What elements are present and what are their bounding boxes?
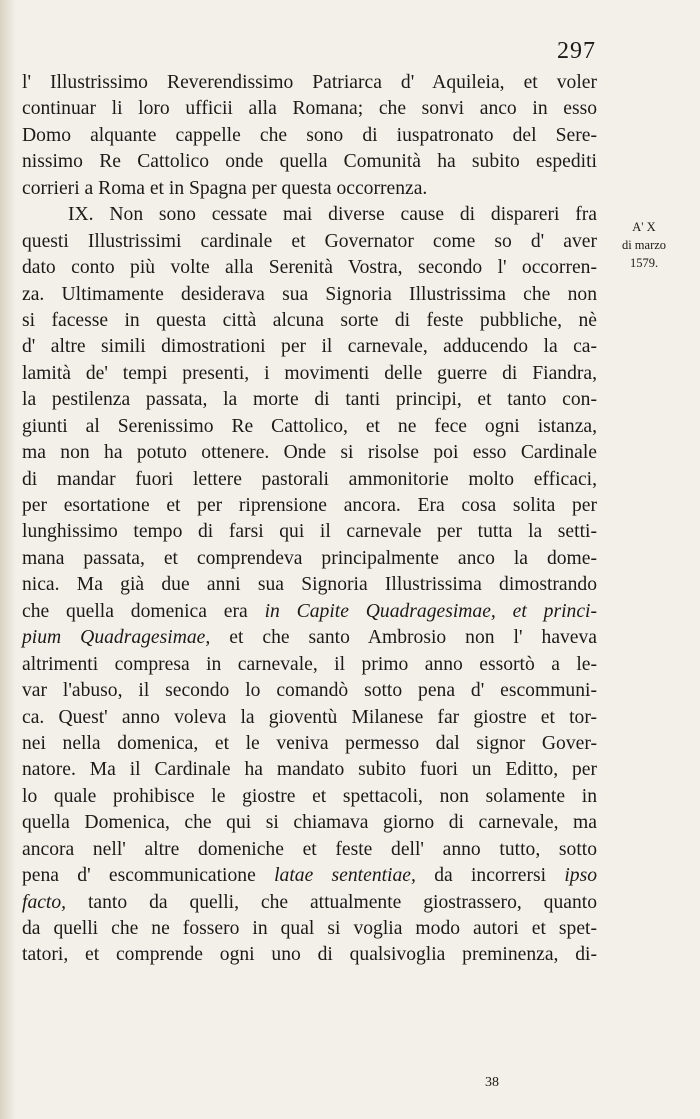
text-line: dato conto più volte alla Serenità Vostra, secondo l' occorren- bbox=[22, 257, 597, 279]
margin-note-line: 1579. bbox=[629, 256, 659, 270]
text-line: ma non ha potuto ottenere. Onde si risolse poi esso Cardinale bbox=[22, 442, 597, 464]
text-line: tatori, et comprende ogni uno di qualsivoglia preminenza, di- bbox=[22, 944, 597, 966]
text-run: et che santo Ambrosio non l' haveva bbox=[229, 627, 597, 649]
text-line: corrieri a Roma et in Spagna per questa occorrenza. bbox=[22, 177, 428, 199]
text-run: pena d' escommunicatione bbox=[22, 865, 256, 887]
italic-phrase: latae sententiae, bbox=[274, 865, 416, 887]
text-line: l' Illustrissimo Reverendissimo Patriarca d' Aquileia, et voler bbox=[22, 72, 597, 93]
text-line: per esortatione et per riprensione ancora. Era cosa solita per bbox=[22, 495, 597, 516]
text-line: ancora nell' altre domeniche et feste dell' anno tutto, sotto bbox=[22, 838, 597, 860]
text-line: da quelli che ne fossero in qual si voglia modo autori et spet- bbox=[22, 918, 597, 939]
text-line: d' altre simili dimostrationi per il carnevale, adducendo la ca- bbox=[22, 336, 597, 358]
section-heading-line: IX. Non sono cessate mai diverse cause di dispareri fra bbox=[68, 204, 597, 226]
text-line: questi Illustrissimi cardinale et Governator come so d' aver bbox=[22, 230, 597, 252]
text-line: lunghissimo tempo di farsi qui il carnevale per tutta la setti- bbox=[22, 521, 597, 543]
text-line: mana passata, et comprendeva principalmente anco la dome- bbox=[22, 547, 597, 569]
text-line: nica. Ma già due anni sua Signoria Illustrissima dimostrando bbox=[22, 574, 597, 596]
book-spine-shadow bbox=[0, 0, 16, 1119]
text-line bbox=[22, 863, 597, 889]
italic-phrase: in Capite Quadragesimae, et princi- bbox=[264, 600, 597, 622]
text-run: che quella domenica era bbox=[22, 600, 248, 622]
text-line: giunti al Serenissimo Re Cattolico, et ne fece ogni istanza, bbox=[22, 415, 597, 437]
text-line: nissimo Re Cattolico onde quella Comunità ha subito espediti bbox=[22, 151, 597, 173]
margin-note-line: di marzo bbox=[621, 238, 667, 252]
text-line: quella Domenica, che qui si chiamava giorno di carnevale, ma bbox=[22, 812, 597, 834]
text-line: si facesse in questa città alcuna sorte di feste pubbliche, nè bbox=[22, 309, 597, 331]
text-line: natore. Ma il Cardinale ha mandato subito fuori un Editto, per bbox=[22, 759, 597, 781]
margin-note-line: A' X bbox=[632, 220, 656, 234]
body-text bbox=[22, 70, 597, 969]
text-line: lo quale prohibisce le giostre et spettacoli, non solamente in bbox=[22, 785, 597, 807]
text-line: nei nella domenica, et le veniva permesso dal signor Gover- bbox=[22, 732, 597, 754]
text-line: altrimenti compresa in carnevale, il primo anno essortò a le- bbox=[22, 653, 597, 675]
text-line: za. Ultimamente desiderava sua Signoria Illustrissima che non bbox=[22, 283, 597, 305]
text-line: ca. Quest' anno voleva la gioventù Milanese far giostre et tor- bbox=[22, 706, 597, 728]
text-line: Domo alquante cappelle che sono di iuspatronato del Sere- bbox=[22, 124, 597, 146]
text-line bbox=[22, 599, 597, 625]
text-line: la pestilenza passata, la morte di tanti principi, et tanto con- bbox=[22, 389, 597, 411]
text-line: di mandar fuori lettere pastorali ammonitorie molto efficaci, bbox=[22, 468, 597, 490]
italic-phrase: ipso bbox=[564, 865, 598, 887]
italic-phrase: facto, bbox=[22, 891, 67, 913]
text-line: var l'abuso, il secondo lo comandò sotto pena d' escommuni- bbox=[22, 680, 597, 702]
margin-date-note bbox=[604, 218, 684, 272]
text-line: continuar li loro ufficii alla Romana; che sonvi anco in esso bbox=[22, 98, 597, 120]
text-run: tanto da quelli, che attualmente giostrassero, quanto bbox=[87, 891, 597, 913]
text-line bbox=[22, 890, 597, 916]
signature-mark: 38 bbox=[485, 1075, 499, 1090]
italic-phrase: pium Quadragesimae, bbox=[22, 627, 211, 649]
text-run: da incorrersi bbox=[434, 865, 547, 887]
text-line: lamità de' tempi presenti, i movimenti delle guerre di Fiandra, bbox=[22, 362, 597, 384]
page-number: 297 bbox=[557, 38, 596, 64]
text-line bbox=[22, 625, 597, 651]
